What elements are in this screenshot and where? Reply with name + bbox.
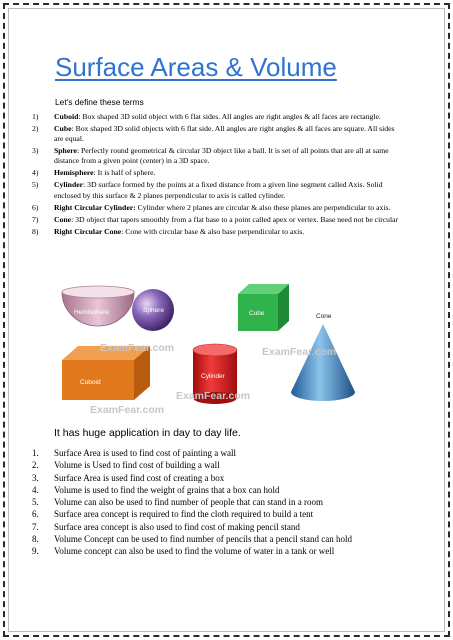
application-number: 5. <box>32 497 39 508</box>
sphere-label: Sphere <box>143 307 164 314</box>
cube-shape <box>238 284 289 331</box>
application-text: Volume can also be used to find number of people that can stand in a room <box>54 497 324 508</box>
watermark-text: ExamFear.com <box>176 390 251 402</box>
cuboid-label: Cuboid <box>80 379 101 386</box>
watermark-text: ExamFear.com <box>90 404 165 416</box>
definition-text: : Box shaped 3D solid objects with 6 flat side. All angles are right angles & all faces are square. All sides are equal. <box>54 124 395 144</box>
application-number: 2. <box>32 460 39 471</box>
intro-text: Let's define these terms <box>55 97 144 107</box>
application-number: 3. <box>32 472 39 483</box>
application-text: Volume is used to find the weight of grains that a box can hold <box>54 484 280 495</box>
definition-number: 6) <box>32 202 39 212</box>
definition-item <box>32 215 404 225</box>
definition-text: : 3D object that tapers smoothly from a flat base to a point called apex or vertex. Base need not be circular <box>71 214 399 224</box>
definition-term: Cone <box>54 214 72 224</box>
definition-item <box>32 168 404 178</box>
applications-heading: It has huge application in day to day life. <box>54 427 241 439</box>
application-item <box>32 460 417 471</box>
hemisphere-label: Hemisphere <box>74 309 110 316</box>
application-text: Surface area concept is also used to find cost of making pencil stand <box>54 521 300 532</box>
definition-term: Sphere <box>54 146 77 156</box>
definition-text: : 3D surface formed by the points at a fixed distance from a given line segment called Axis. Solid enclosed by this surface & 2 planes perpendicular to axis is called cylinder. <box>54 180 383 200</box>
application-number: 1. <box>32 448 39 458</box>
definition-number: 2) <box>32 124 39 133</box>
definition-number: 5) <box>32 180 39 190</box>
application-number: 6. <box>32 509 39 520</box>
application-text: Volume Concept can be used to find number of pencils that a pencil stand can hold <box>54 534 353 545</box>
definition-text: : Cone with circular base & also base perpendicular to axis. <box>121 226 305 236</box>
application-text: Volume is Used to find cost of building a wall <box>54 460 220 471</box>
definition-item <box>32 112 404 122</box>
definition-item <box>32 227 404 237</box>
definition-number: 8) <box>32 226 39 236</box>
application-item <box>32 522 417 533</box>
definition-term: Hemisphere <box>54 168 94 178</box>
application-number: 8. <box>32 534 39 545</box>
definition-item <box>32 180 404 200</box>
cylinder-label: Cylinder <box>201 373 225 380</box>
definition-text: : Perfectly round geometrical & circular 3D object like a ball. It is set of all points that are all at same distance from a given point (center) in a 3D space. <box>54 146 389 166</box>
application-number: 7. <box>32 521 39 532</box>
application-item <box>32 509 417 520</box>
application-text: Volume concept can also be used to find the volume of water in a tank or well <box>54 546 335 557</box>
application-text: Surface Area is used to find cost of painting a wall <box>54 448 236 458</box>
definition-term: Right Circular Cone <box>54 226 122 236</box>
cube-label: Cube <box>249 310 265 317</box>
hemisphere-shape <box>62 286 134 326</box>
application-number: 4. <box>32 484 39 495</box>
shapes-illustration <box>0 280 453 420</box>
application-item <box>32 497 417 508</box>
application-item <box>32 546 417 557</box>
definition-text: Cylinder where 2 planes are circular & also these planes are perpendicular to axis. <box>135 202 391 212</box>
definition-item <box>32 146 404 166</box>
definition-term: Cuboid <box>54 112 79 121</box>
application-text: Surface Area is used find cost of creating a box <box>54 472 225 483</box>
definition-term: Cylinder <box>54 180 84 190</box>
application-item <box>32 485 417 496</box>
definition-item <box>32 124 404 144</box>
application-item <box>32 448 417 459</box>
cuboid-shape <box>62 346 150 400</box>
definition-number: 7) <box>32 214 39 224</box>
cone-label: Cone <box>316 313 332 320</box>
watermark-text: ExamFear.com <box>100 342 175 354</box>
definition-term: Cube <box>54 124 72 133</box>
application-text: Surface area concept is required to find the cloth required to build a tent <box>54 509 314 520</box>
definition-text: : It is half of sphere. <box>93 168 156 178</box>
applications-list <box>32 448 417 559</box>
application-number: 9. <box>32 546 39 557</box>
definition-number: 3) <box>32 146 39 156</box>
sphere-shape <box>132 289 174 331</box>
definition-number: 4) <box>32 168 39 178</box>
definition-text: : Box shaped 3D solid object with 6 flat sides. All angles are right angles & all faces are rectangle. <box>78 112 381 121</box>
application-item <box>32 473 417 484</box>
definition-item <box>32 203 404 213</box>
definitions-list <box>32 112 404 239</box>
page-title: Surface Areas & Volume <box>55 52 337 82</box>
definition-term: Right Circular Cylinder: <box>54 202 136 212</box>
definition-number: 1) <box>32 112 39 121</box>
watermark-text: ExamFear.com <box>262 346 337 358</box>
application-item <box>32 534 417 545</box>
